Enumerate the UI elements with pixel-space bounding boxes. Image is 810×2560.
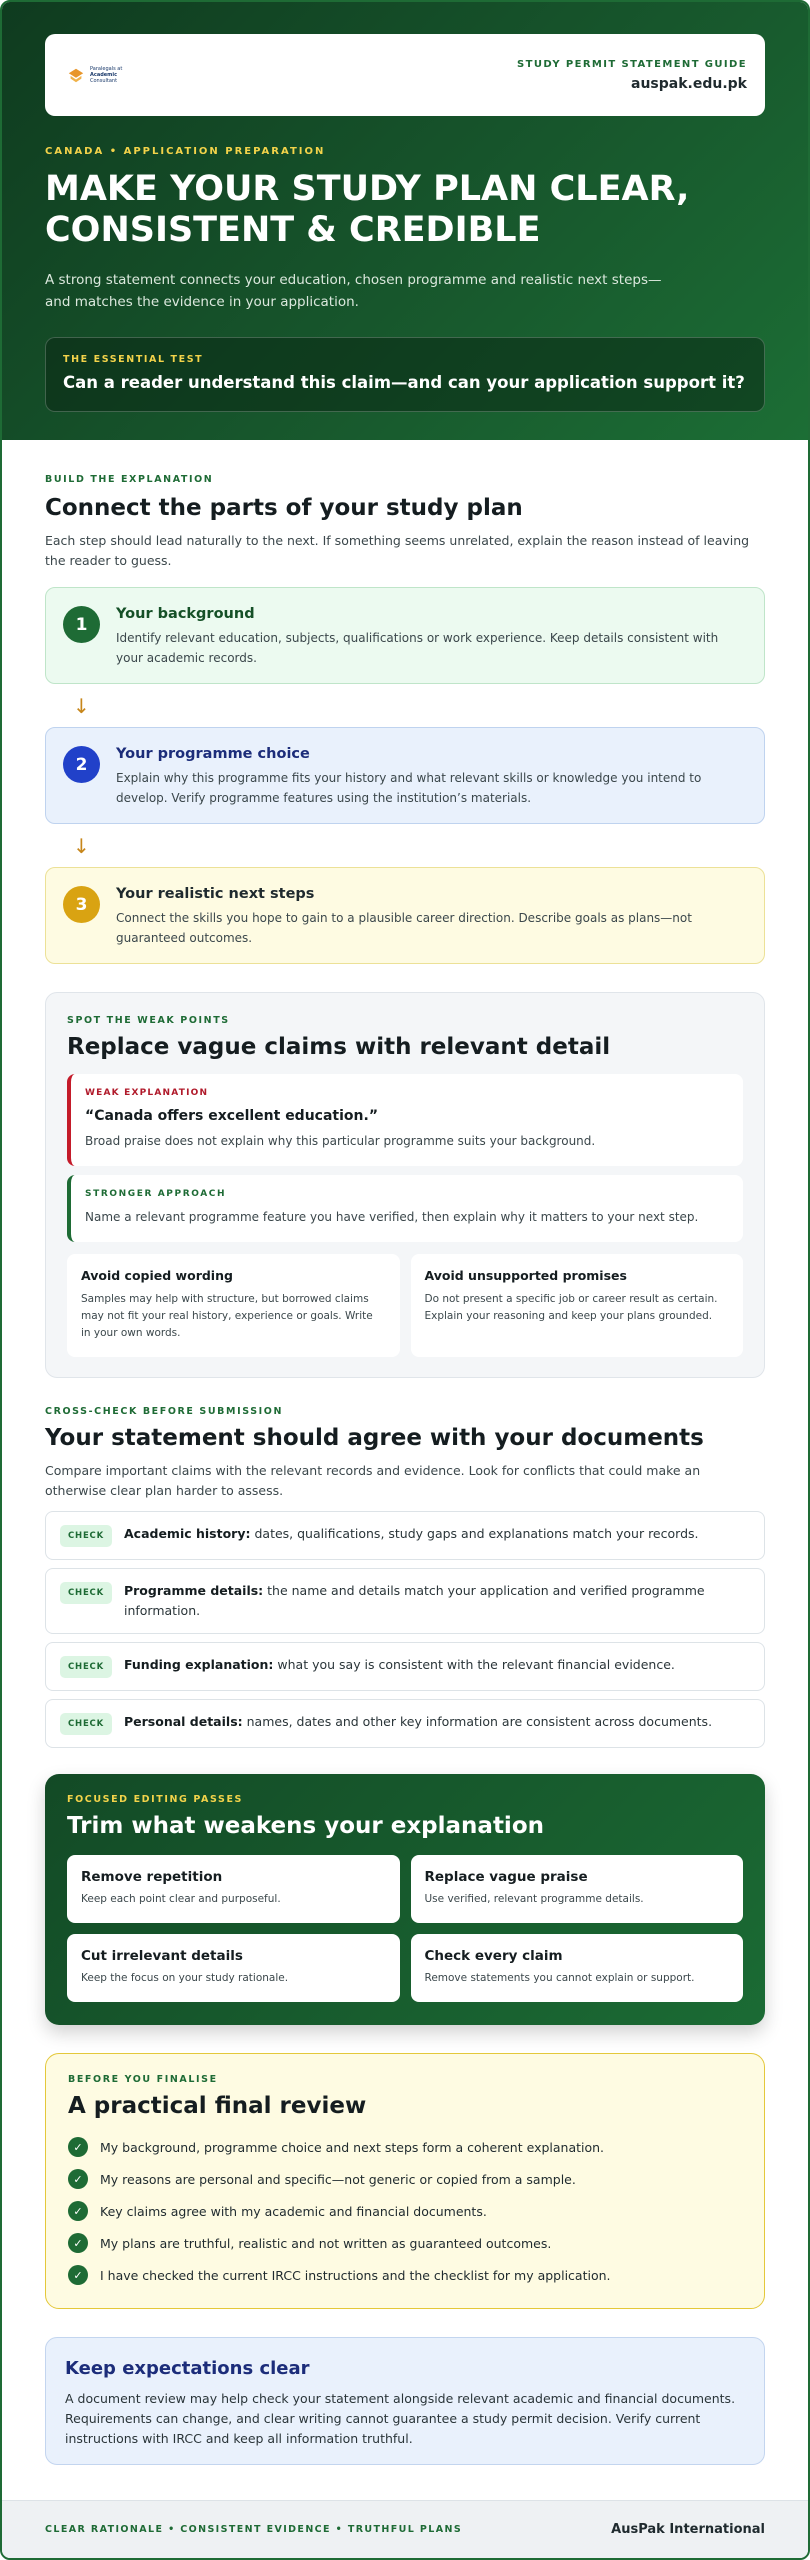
expectations-panel bbox=[45, 2337, 765, 2465]
essential-kicker: THE ESSENTIAL TEST bbox=[63, 354, 204, 365]
check-icon: ✓ bbox=[68, 2233, 88, 2253]
review-text: I have checked the current IRCC instructions and the checklist for my application. bbox=[100, 2267, 611, 2283]
final-review-panel bbox=[45, 2053, 765, 2309]
step-text: Identify relevant education, subjects, qualifications or work experience. Keep details consistent with your academic records. bbox=[116, 631, 719, 665]
step-card-next-steps bbox=[45, 867, 765, 964]
edit-tile bbox=[67, 1934, 400, 2002]
weak-points-panel bbox=[45, 992, 765, 1378]
step-title: Your background bbox=[116, 606, 255, 622]
hero-section bbox=[2, 2, 808, 440]
trim-kicker: FOCUSED EDITING PASSES bbox=[67, 1794, 243, 1805]
footer bbox=[2, 2500, 808, 2558]
page-title: MAKE YOUR STUDY PLAN CLEAR, CONSISTENT & CREDIBLE bbox=[45, 169, 690, 250]
tile-title: Check every claim bbox=[424, 1948, 563, 1964]
logo[interactable] bbox=[67, 66, 122, 84]
tile-text: Keep each point clear and purposeful. bbox=[81, 1893, 281, 1905]
check-text: dates, qualifications, study gaps and explanations match your records. bbox=[250, 1526, 699, 1541]
check-text: names, dates and other key information are consistent across documents. bbox=[242, 1714, 713, 1729]
tile-text: Use verified, relevant programme details. bbox=[424, 1893, 644, 1905]
step-number: 1 bbox=[63, 606, 100, 643]
tip-title: Avoid copied wording bbox=[81, 1268, 233, 1283]
footer-brand: AusPak International bbox=[611, 2522, 765, 2537]
review-item bbox=[68, 2233, 742, 2253]
crosscheck-section bbox=[2, 1378, 808, 1748]
step-title: Your programme choice bbox=[116, 746, 310, 762]
header-bar bbox=[45, 34, 765, 116]
tile-text: Keep the focus on your study rationale. bbox=[81, 1972, 289, 1984]
step-text: Connect the skills you hope to gain to a plausible career direction. Describe goals as plans—not guaranteed outcomes. bbox=[116, 911, 692, 945]
edit-tile bbox=[411, 1934, 744, 2002]
step-number: 3 bbox=[63, 886, 100, 923]
stronger-approach-card bbox=[67, 1175, 743, 1242]
review-item bbox=[68, 2169, 742, 2189]
tile-title: Cut irrelevant details bbox=[81, 1948, 243, 1964]
review-text: Key claims agree with my academic and financial documents. bbox=[100, 2203, 487, 2219]
check-item bbox=[45, 1699, 765, 1748]
arrow-down-icon: ↓ bbox=[73, 693, 90, 718]
stronger-kicker: STRONGER APPROACH bbox=[85, 1189, 227, 1199]
check-label: Funding explanation: bbox=[123, 1657, 274, 1672]
check-icon: ✓ bbox=[68, 2137, 88, 2157]
review-text: My plans are truthful, realistic and not written as guaranteed outcomes. bbox=[100, 2235, 552, 2251]
expectations-title: Keep expectations clear bbox=[65, 2358, 310, 2379]
check-label: Personal details: bbox=[123, 1714, 243, 1729]
weak-example-quote: “Canada offers excellent education.” bbox=[85, 1108, 379, 1124]
tile-title: Remove repetition bbox=[81, 1869, 223, 1885]
logo-line-1: Paralegals at bbox=[90, 66, 123, 72]
trim-title: Trim what weakens your explanation bbox=[67, 1813, 544, 1839]
footer-tagline: CLEAR RATIONALE • CONSISTENT EVIDENCE • TRUTHFUL PLANS bbox=[45, 2524, 463, 2535]
review-text: My reasons are personal and specific—not generic or copied from a sample. bbox=[100, 2171, 576, 2187]
crosscheck-kicker: CROSS-CHECK BEFORE SUBMISSION bbox=[45, 1406, 284, 1417]
crosscheck-title: Your statement should agree with your documents bbox=[45, 1425, 704, 1451]
build-section bbox=[2, 440, 808, 964]
essential-question: Can a reader understand this claim—and can your application support it? bbox=[63, 373, 745, 392]
expectations-text: A document review may help check your statement alongside relevant academic and financial documents. Requirements can change, and clear writing cannot guarantee a study permit decision. Verify current instructions with IRCC and keep all information truthful. bbox=[65, 2391, 736, 2446]
edit-tile bbox=[411, 1855, 744, 1923]
check-text: what you say is consistent with the relevant financial evidence. bbox=[273, 1657, 675, 1672]
tip-text: Do not present a specific job or career result as certain. Explain your reasoning and keep your plans grounded. bbox=[424, 1293, 718, 1322]
logo-line-2: Academic bbox=[90, 72, 118, 78]
essential-test-callout bbox=[45, 337, 765, 412]
check-icon: ✓ bbox=[68, 2201, 88, 2221]
stronger-text: Name a relevant programme feature you have verified, then explain why it matters to your next step. bbox=[85, 1210, 699, 1224]
logo-line-3: Consultant bbox=[90, 78, 118, 84]
review-text: My background, programme choice and next steps form a coherent explanation. bbox=[100, 2139, 605, 2155]
crosscheck-lead: Compare important claims with the relevant records and evidence. Look for conflicts that could make an otherwise clear plan harder to assess. bbox=[45, 1463, 701, 1498]
check-item bbox=[45, 1511, 765, 1560]
review-item bbox=[68, 2201, 742, 2221]
tip-title: Avoid unsupported promises bbox=[424, 1268, 627, 1283]
check-badge: CHECK bbox=[60, 1656, 112, 1678]
tile-title: Replace vague praise bbox=[424, 1869, 588, 1885]
build-kicker: BUILD THE EXPLANATION bbox=[45, 474, 214, 485]
final-kicker: BEFORE YOU FINALISE bbox=[68, 2074, 218, 2085]
editing-passes-panel bbox=[45, 1774, 765, 2025]
check-icon: ✓ bbox=[68, 2265, 88, 2285]
hero-subtitle: A strong statement connects your education, chosen programme and realistic next steps—and matches the evidence in your application. bbox=[45, 272, 662, 310]
build-lead: Each step should lead naturally to the next. If something seems unrelated, explain the reason instead of leaving the reader to guess. bbox=[45, 533, 750, 568]
site-domain-link[interactable]: auspak.edu.pk bbox=[631, 75, 747, 92]
weak-example-text: Broad praise does not explain why this particular programme suits your background. bbox=[85, 1134, 596, 1148]
check-label: Programme details: bbox=[123, 1583, 264, 1598]
edit-tile bbox=[67, 1855, 400, 1923]
weak-example-kicker: WEAK EXPLANATION bbox=[85, 1088, 209, 1098]
check-item bbox=[45, 1642, 765, 1691]
review-item bbox=[68, 2265, 742, 2285]
step-title: Your realistic next steps bbox=[116, 886, 315, 902]
review-item bbox=[68, 2137, 742, 2157]
step-card-background bbox=[45, 587, 765, 684]
check-badge: CHECK bbox=[60, 1582, 112, 1604]
check-item bbox=[45, 1568, 765, 1634]
check-badge: CHECK bbox=[60, 1525, 112, 1547]
check-icon: ✓ bbox=[68, 2169, 88, 2189]
tip-text: Samples may help with structure, but borrowed claims may not fit your real history, experience or goals. Write in your own words. bbox=[81, 1293, 373, 1339]
arrow-down-icon: ↓ bbox=[73, 833, 90, 858]
guide-label: STUDY PERMIT STATEMENT GUIDE bbox=[517, 58, 747, 70]
build-title: Connect the parts of your study plan bbox=[45, 495, 523, 521]
step-card-programme bbox=[45, 727, 765, 824]
check-label: Academic history: bbox=[123, 1526, 251, 1541]
step-number: 2 bbox=[63, 746, 100, 783]
step-text: Explain why this programme fits your history and what relevant skills or knowledge you intend to develop. Verify programme features using the institution’s materials. bbox=[116, 771, 702, 805]
hero-kicker: CANADA • APPLICATION PREPARATION bbox=[45, 146, 326, 157]
tip-card-promises bbox=[411, 1254, 744, 1357]
weak-kicker: SPOT THE WEAK POINTS bbox=[67, 1015, 230, 1026]
logo-wordmark bbox=[90, 66, 122, 84]
tile-text: Remove statements you cannot explain or support. bbox=[424, 1972, 695, 1984]
tip-card-copied bbox=[67, 1254, 400, 1357]
weak-title: Replace vague claims with relevant detail bbox=[67, 1034, 611, 1060]
check-badge: CHECK bbox=[60, 1713, 112, 1735]
logo-icon bbox=[67, 66, 85, 84]
weak-example-card bbox=[67, 1074, 743, 1166]
final-title: A practical final review bbox=[68, 2093, 367, 2119]
check-text: the name and details match your application and verified programme information. bbox=[123, 1583, 705, 1618]
